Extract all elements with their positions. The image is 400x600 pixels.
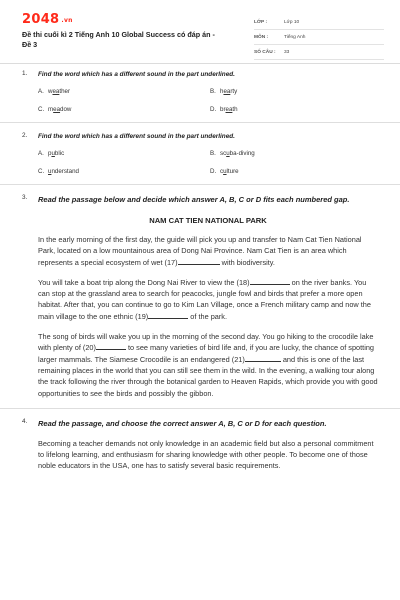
option-grid <box>38 88 378 113</box>
meta-value: 33 <box>284 49 290 55</box>
option-label: B. <box>210 150 216 157</box>
option-d[interactable] <box>210 106 378 113</box>
divider <box>0 408 400 409</box>
option-text: th <box>232 106 238 113</box>
option-label: B. <box>210 88 216 95</box>
gap-19-blank[interactable] <box>148 311 188 319</box>
divider <box>0 184 400 185</box>
option-d[interactable] <box>210 168 378 175</box>
passage-paragraph-1: Becoming a teacher demands not only knowledge in an academic field but also a personal commitment to lifelong learning, and enthusiasm for sharing knowledge with other people. To become one of those noble educators in the USA, one has to satisfy several basic requirements. <box>38 438 374 471</box>
option-c[interactable] <box>38 106 210 113</box>
option-text: c <box>220 168 224 175</box>
option-underlined: ea <box>225 106 233 113</box>
option-text: rty <box>230 88 238 95</box>
question-1 <box>0 70 400 113</box>
site-logo[interactable] <box>22 12 73 27</box>
option-text: br <box>220 106 226 113</box>
paragraph-text: with biodiversity. <box>219 257 275 267</box>
paragraph-text: of the park. <box>188 311 228 321</box>
question-4 <box>0 418 400 472</box>
option-text: ba-diving <box>229 150 255 157</box>
option-a[interactable] <box>38 150 210 157</box>
option-text: lture <box>226 168 239 175</box>
paragraph-text: to see many varieties of bird life and, if you are lucky, the chance of spotting larger mammals. The Siamese Crocodile is an endangered (21) <box>38 343 375 364</box>
divider <box>0 122 400 123</box>
meta-row-subject <box>254 30 384 45</box>
option-text: sc <box>220 150 227 157</box>
meta-value: Tiếng Anh <box>284 34 306 40</box>
option-text: m <box>48 106 54 113</box>
option-text: nderstand <box>51 168 79 175</box>
option-underlined: u <box>48 168 52 175</box>
question-title: Find the word which has a different sound in the part underlined. <box>38 71 235 78</box>
paragraph-text: You will take a boat trip along the Dong Nai River to view the (18) <box>38 277 250 287</box>
meta-row-count <box>254 45 384 60</box>
option-b[interactable] <box>210 88 378 95</box>
logo-main: 2048 <box>22 12 60 27</box>
option-text: p <box>48 150 52 157</box>
paragraph-text: The song of birds will wake you up in the morning of the second day. You go hiking to the crocodile lake with plenty of (20) <box>38 332 374 353</box>
option-grid <box>38 150 378 175</box>
paragraph-text: and this is one of the last remaining places in the world that you can still see them in the wild. In the evening, a walking tour along the track following the river through the botanical garden to Heaven Rapids, which provide you with good opportunities to see the birds and possibly the gibbon. <box>38 354 378 398</box>
document-title <box>22 30 232 49</box>
meta-key: MÔN : <box>254 34 269 40</box>
paragraph-text: In the early morning of the first day, the guide will pick you up and transfer to Nam Cat Tien National Park, located on a low mountainous area of Dong Nai Province. Nam Cat Tien is an area which represents a special ecosystem of wet (17) <box>38 235 362 267</box>
gap-17-blank[interactable] <box>178 257 220 265</box>
option-text: h <box>220 88 224 95</box>
gap-18-blank[interactable] <box>250 277 290 285</box>
question-2 <box>0 132 400 175</box>
option-text: blic <box>54 150 65 157</box>
question-3 <box>0 194 400 399</box>
question-number: 3. <box>22 194 28 201</box>
option-text: ther <box>59 88 71 95</box>
passage-title: NAM CAT TIEN NATIONAL PARK <box>149 216 267 225</box>
option-underlined: ea <box>53 106 61 113</box>
paragraph-text: on the river banks. You can stop at the grassland area to search for peacocks, jungle fowl and birds that prefer a more open habitat. After that, you can continue to go to Kim Lan Village, once a French military camp and now the main village to the one ethnic (19) <box>38 277 371 321</box>
question-title: Read the passage, and choose the correct answer A, B, C or D for each question. <box>38 418 327 428</box>
option-a[interactable] <box>38 88 210 95</box>
meta-key: SỐ CÂU : <box>254 49 276 55</box>
gap-21-blank[interactable] <box>245 354 281 362</box>
option-underlined: u <box>223 168 227 175</box>
passage-paragraph-1 <box>38 234 378 268</box>
meta-key: LỚP : <box>254 19 268 25</box>
question-number: 1. <box>22 70 28 77</box>
option-b[interactable] <box>210 150 378 157</box>
option-label: D. <box>210 106 217 113</box>
question-title: Find the word which has a different sound in the part underlined. <box>38 133 235 140</box>
question-number: 4. <box>22 417 28 425</box>
logo-suffix: .vn <box>61 17 73 24</box>
question-title: Read the passage below and decide which answer A, B, C or D fits each numbered gap. <box>38 195 350 204</box>
option-label: C. <box>38 106 45 113</box>
meta-value: Lớp 10 <box>284 19 300 25</box>
option-text: w <box>48 88 53 95</box>
passage-paragraph-3 <box>38 331 378 399</box>
option-underlined: ea <box>223 88 231 95</box>
option-text: dow <box>60 106 72 113</box>
option-label: D. <box>210 168 217 175</box>
exam-content <box>0 70 400 481</box>
document-title-line-1: Đề thi cuối kì 2 Tiếng Anh 10 Global Success có đáp án - <box>22 30 215 39</box>
meta-table <box>254 15 384 60</box>
document-title-line-2: Đề 3 <box>22 39 38 49</box>
option-label: A. <box>38 88 44 95</box>
gap-20-blank[interactable] <box>96 342 126 350</box>
question-number: 2. <box>22 132 28 139</box>
option-c[interactable] <box>38 168 210 175</box>
option-label: A. <box>38 150 44 157</box>
meta-row-class <box>254 15 384 30</box>
page-header <box>0 0 400 64</box>
option-label: C. <box>38 168 45 175</box>
option-underlined: u <box>226 150 230 157</box>
option-underlined: u <box>51 150 55 157</box>
option-underlined: ea <box>52 88 60 95</box>
passage-paragraph-2 <box>38 277 378 322</box>
